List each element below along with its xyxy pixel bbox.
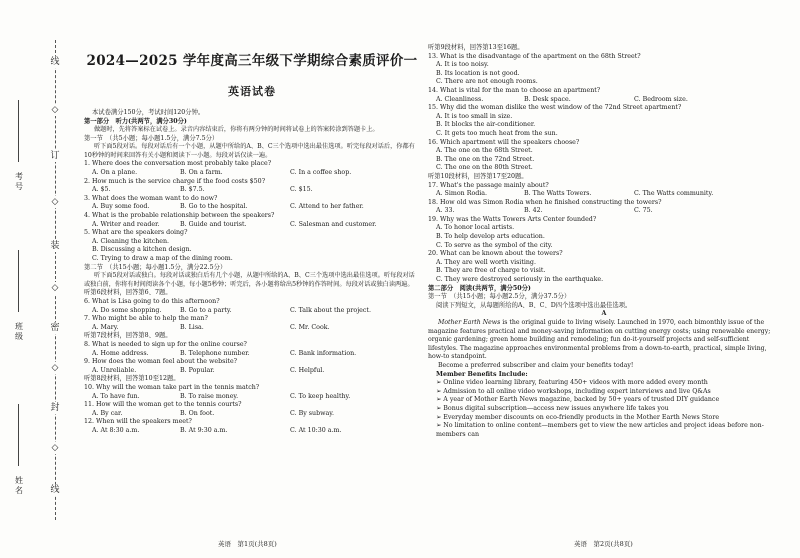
answer-option: A. Do some shopping.	[92, 306, 162, 314]
passage-paragraph-2: Become a preferred subscriber and claim your benefits today!	[438, 361, 634, 369]
answer-option: A. To honor local artists.	[436, 224, 515, 232]
question-stem: 11. How will the woman get to the tennis courts?	[84, 401, 242, 409]
answer-option: C. By subway.	[290, 409, 334, 417]
answer-option: A. Buy some food.	[92, 203, 150, 211]
question-stem: 4. What is the probable relationship between the speakers?	[84, 212, 275, 220]
part2-section1-heading: 第一节 （共15小题；每小题2.5分，满分37.5分）	[428, 293, 571, 301]
diamond-icon: ◇	[49, 442, 61, 454]
answer-options	[84, 427, 420, 436]
answer-option: A. 33.	[436, 207, 455, 215]
benefit-item: ➢ No limitation to online content—members get to view the new articles and project ideas before non-members can	[436, 422, 764, 438]
benefit-item: ➢ Everyday member discounts on eco-friendly products in the Mother Earth News Store	[436, 413, 720, 421]
question-list-1-5	[84, 160, 420, 263]
material-note: 听第10段材料，回答第17至20题。	[428, 172, 528, 180]
answer-options	[84, 186, 420, 195]
answer-options	[84, 203, 420, 212]
field-label-class: 班级	[15, 322, 23, 341]
binding-word: 线	[48, 484, 62, 496]
answer-option: C. Bedroom size.	[634, 95, 688, 103]
answer-option: B. At 9:30 a.m.	[180, 426, 228, 434]
binding-word: 线	[48, 56, 62, 68]
answer-option: A. It is too noisy.	[436, 61, 489, 69]
question-stem: 10. Why will the woman take part in the tennis match?	[84, 383, 260, 391]
answer-option: B. Popular.	[180, 366, 215, 374]
benefit-item: ➢ Admission to all online video workshops, including expert interviews and live Q&As	[436, 387, 711, 395]
answer-option: C. The Watts community.	[634, 190, 714, 198]
right-column	[428, 0, 780, 540]
question-stem: 8. What is needed to sign up for the online course?	[84, 340, 247, 348]
answer-option: C. 75.	[634, 207, 653, 215]
question-stem: 15. Why did the woman dislike the west window of the 72nd Street apartment?	[428, 104, 682, 112]
question-stem: 5. What are the speakers doing?	[84, 229, 188, 237]
question-stem: 19. Why was the Watts Towers Arts Center founded?	[428, 215, 597, 223]
question-stem: 13. What is the disadvantage of the apartment on the 68th Street?	[428, 52, 641, 60]
answer-option: B. The one on the 72nd Street.	[436, 155, 535, 163]
answer-option: C. Helpful.	[290, 366, 325, 374]
answer-option: B. They are free of charge to visit.	[436, 267, 546, 275]
answer-option: C. At 10:30 a.m.	[290, 426, 342, 434]
answer-option: B. Its location is not good.	[436, 69, 520, 77]
part1-instructions: 做题时，先将答案标在试卷上。录音内容结束后，你将有两分钟的时间将试卷上的答案转涂到答题卡上。	[94, 126, 379, 134]
answer-option: A. Writer and reader.	[92, 220, 160, 228]
part1-section2-heading: 第二节 （共15小题；每小题1.5分，满分22.5分）	[84, 263, 227, 271]
answer-options	[84, 350, 420, 359]
passage-body: is the original guide to living wisely. Launched in 1970, each bimonthly issue of the magazine features practical and money-saving information on cutting energy costs; using renewable energy; organic gardening; green home building and remodeling; fun do-it-yourself projects and self-sufficient lifestyles. The magazine approaches environmental problems from a down-to-earth, practical, simple living, how-to standpoint.	[428, 319, 771, 361]
answer-option: B. Telephone number.	[180, 349, 250, 357]
left-column	[84, 0, 420, 540]
benefits-heading: Member Benefits Include:	[436, 370, 528, 378]
question-stem: 7. Who might be able to help the man?	[84, 315, 208, 323]
answer-option: A. The one on the 68th Street.	[436, 147, 533, 155]
answer-option: C. There are not enough rooms.	[436, 78, 538, 86]
answer-option: A. On a plane.	[92, 169, 138, 177]
question-stem: 18. How old was Simon Rodia when he finished constructing the towers?	[428, 198, 662, 206]
page-footer-right: 英语 第2页(共8页)	[574, 540, 633, 548]
diamond-icon: ◇	[49, 362, 61, 374]
answer-option: C. The one on the 80th Street.	[436, 164, 533, 172]
diamond-icon: ◇	[49, 282, 61, 294]
answer-option: C. They were destroyed seriously in the earthquake.	[436, 276, 604, 284]
answer-option: A. $5.	[92, 186, 111, 194]
answer-option: A. By car.	[92, 409, 123, 417]
answer-option: C. Trying to draw a map of the dining room.	[92, 255, 233, 262]
answer-option: B. Discussing a kitchen design.	[92, 246, 192, 254]
exam-subtitle: 英语试卷	[228, 85, 276, 98]
field-label-exam-number: 考号	[15, 172, 23, 191]
answer-option: A. It is too small in size.	[436, 112, 513, 120]
answer-option: B. It blocks the air-conditioner.	[436, 121, 536, 129]
material-note: 听第6段材料，回答第6、7题。	[84, 289, 172, 297]
answer-option: C. Attend to her father.	[290, 203, 364, 211]
answer-option: A. Cleanliness.	[436, 95, 484, 103]
magazine-title: Mother Earth News	[438, 319, 501, 326]
answer-option: B. On foot.	[180, 409, 215, 417]
question-stem: 17. What's the passage mainly about?	[428, 181, 549, 189]
field-line	[18, 100, 19, 162]
question-list-13-20	[428, 44, 780, 285]
question-stem: 16. Which apartment will the speakers choose?	[428, 138, 580, 146]
answer-options	[84, 169, 420, 178]
answer-option: C. Salesman and customer.	[290, 220, 377, 228]
binding-word: 密	[48, 322, 62, 334]
question-list-6-12	[84, 289, 420, 435]
field-line	[18, 250, 19, 312]
answer-option: B. The Watts Towers.	[524, 190, 592, 198]
binding-margin	[0, 0, 66, 558]
question-stem: 2. How much is the service charge if the food costs $50?	[84, 177, 266, 185]
part2-section1-instructions: 阅读下列短文，从每题所给的A、B、C、D四个选项中选出最佳选项。	[436, 301, 632, 309]
answer-option: A. To have fun.	[92, 392, 140, 400]
answer-options	[428, 96, 780, 105]
answer-option: A. Mary.	[92, 323, 119, 331]
material-note: 听第8段材料，回答第10至12题。	[84, 375, 180, 383]
benefit-item: ➢ A year of Mother Earth News magazine, backed by 50+ years of trusted DIY guidance	[436, 396, 720, 404]
binding-word: 订	[48, 150, 62, 162]
diamond-icon: ◇	[49, 104, 61, 116]
answer-option: C. To keep healthy.	[290, 392, 351, 400]
answer-option: C. $15.	[290, 186, 313, 194]
answer-options	[84, 393, 420, 402]
answer-option: C. In a coffee shop.	[290, 169, 352, 177]
question-stem: 9. How does the woman feel about the website?	[84, 358, 238, 366]
question-stem: 1. Where does the conversation most probably take place?	[84, 160, 272, 168]
passage-letter: A	[601, 310, 607, 318]
answer-option: B. 42.	[524, 207, 543, 215]
part1-section1-instructions: 听下面5段对话。每段对话后有一个小题，从题中所给的A、B、C三个选项中选出最佳选项。听完每段对话后，你都有10秒钟的时间来回答有关小题和阅读下一小题。每段对话仅读一遍。	[84, 143, 415, 159]
field-line	[18, 404, 19, 466]
answer-option: C. To serve as the symbol of the city.	[436, 241, 553, 249]
answer-options	[428, 190, 780, 199]
part2-heading: 第二部分 阅读(共两节，满分50分)	[428, 284, 531, 292]
binding-word: 装	[48, 240, 62, 252]
answer-options	[428, 207, 780, 216]
question-stem: 6. What is Lisa going to do this afternoon?	[84, 297, 220, 305]
answer-option: B. $7.5.	[180, 186, 205, 194]
answer-option: C. Mr. Cook.	[290, 323, 330, 331]
exam-notice: 本试卷满分150分，考试时间120分钟。	[92, 109, 205, 116]
answer-options	[84, 410, 420, 419]
benefit-item: ➢ Online video learning library, featuring 450+ videos with more added every month	[436, 379, 708, 387]
part1-section1-heading: 第一节 （共5小题；每小题1.5分，满分7.5分）	[84, 134, 219, 142]
answer-option: A. Cleaning the kitchen.	[92, 237, 170, 245]
exam-title: 2024—2025 学年度高三年级下学期综合素质评价一	[86, 53, 418, 69]
answer-option: A. Simon Rodia.	[436, 190, 488, 198]
answer-option: B. Go to a party.	[180, 306, 232, 314]
answer-options	[84, 307, 420, 316]
answer-option: B. Lisa.	[180, 323, 204, 331]
binding-word: 封	[48, 402, 62, 414]
passage-paragraph-1	[428, 319, 780, 362]
answer-option: B. To help develop arts education.	[436, 233, 545, 241]
benefits-list	[428, 379, 780, 439]
answer-option: C. Talk about the project.	[290, 306, 371, 314]
field-label-name: 姓名	[15, 476, 23, 495]
question-stem: 14. What is vital for the man to choose an apartment?	[428, 86, 601, 94]
material-note: 听第9段材料，回答第13至16题。	[428, 44, 524, 51]
answer-option: A. At 8:30 a.m.	[92, 426, 140, 434]
part1-heading: 第一部分 听力(共两节，满分30分)	[84, 117, 187, 125]
answer-option: C. Bank information.	[290, 349, 357, 357]
question-stem: 12. When will the speakers meet?	[84, 418, 192, 426]
part1-section2-instructions: 听下面5段对话或独白。每段对话或独白后有几个小题，从题中所给的A、B、C三个选项中选出最佳选项。听每段对话或独白前，你将有时间阅读各个小题，每小题5秒钟；听完后，各小题将给出5秒钟的作答时间。每段对话或独白读两遍。	[84, 272, 415, 288]
answer-option: C. It gets too much heat from the sun.	[436, 129, 558, 137]
question-stem: 3. What does the woman want to do now?	[84, 194, 218, 202]
question-stem: 20. What can be known about the towers?	[428, 250, 563, 258]
answer-option: B. Desk space.	[524, 95, 571, 103]
answer-option: A. Home address.	[92, 349, 149, 357]
answer-options	[84, 221, 420, 230]
answer-option: B. Go to the hospital.	[180, 203, 248, 211]
diamond-icon: ◇	[49, 196, 61, 208]
page-footer-left: 英语 第1页(共8页)	[218, 540, 277, 548]
material-note: 听第7段材料，回答第8、9题。	[84, 332, 172, 340]
answer-option: A. Unreliable.	[92, 366, 137, 374]
answer-option: A. They are well worth visiting.	[436, 258, 536, 266]
answer-option: B. Guide and tourist.	[180, 220, 247, 228]
benefit-item: ➢ Bonus digital subscription—access new issues anywhere life takes you	[436, 404, 669, 412]
answer-option: B. To raise money.	[180, 392, 239, 400]
answer-option: B. On a farm.	[180, 169, 223, 177]
